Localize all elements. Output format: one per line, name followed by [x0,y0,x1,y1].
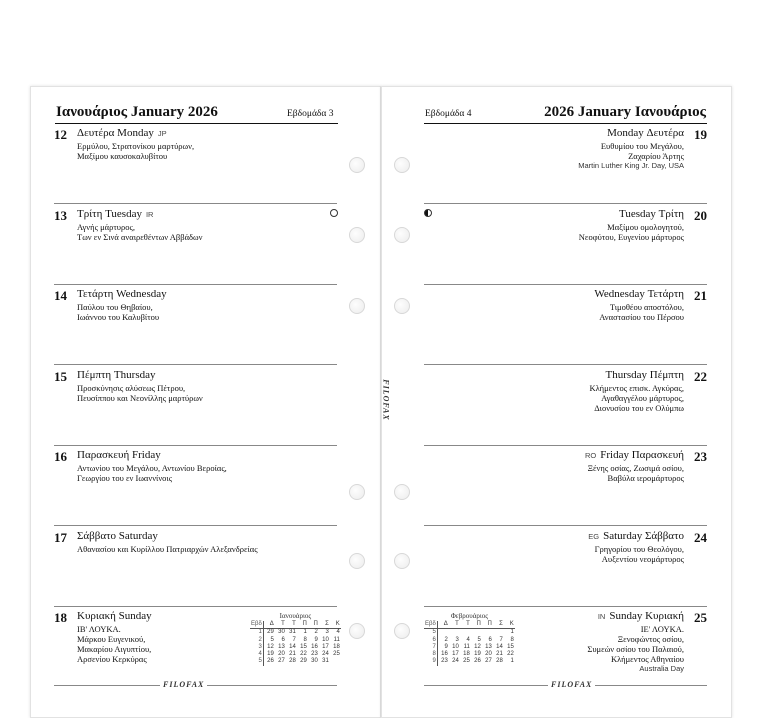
saint-line: Βαβύλα ιερομάρτυρος [607,473,684,483]
day-name [77,610,152,622]
mini-calendar-cell: 15 [300,643,307,650]
mini-calendar-cell: 3 [325,629,329,636]
mini-calendar-cell: 11 [463,643,470,650]
mini-calendar-cell: 3 [455,636,459,643]
day-name-text: Sunday Κυριακή [609,610,684,622]
mini-calendar-cell: 9 [424,658,437,665]
mini-calendar-cell: 6 [281,636,285,643]
saint-line: Αγαθαγγέλου μάρτυρος, [601,392,684,403]
saints-list [77,222,202,242]
saints-list [595,544,684,564]
mini-calendar-header [250,621,341,629]
day-number: 14 [54,288,67,303]
mini-calendar-cell [437,629,449,637]
saint-line: Μάρκου Ευγενικού, [77,634,146,644]
day-name-text: Monday Δευτέρα [607,127,684,139]
mini-calendar-cell: 28 [496,658,503,665]
day-name [77,288,167,300]
day-name-text: Τρίτη Tuesday [77,207,142,220]
mini-calendar-cell: 9 [444,643,448,650]
binder-hole [349,157,365,173]
mini-calendar-grid [250,621,341,666]
day-block-19 [424,124,707,204]
mini-calendar-cell: 18 [333,643,340,650]
mini-calendar-cell: 20 [278,651,285,658]
mini-calendar-weekday: Τ [460,621,471,629]
saints-list [578,141,684,171]
saint-line: ΙΕ' ΛΟΥΚΑ. [640,624,684,634]
day-name [77,208,157,220]
day-name [619,208,684,220]
day-name [607,127,684,139]
day-block-14 [54,285,337,365]
saint-line: Ιωάννου του Καλυβίτου [77,312,160,322]
mini-calendar-cell: 15 [507,643,514,650]
mini-calendar-cell: 14 [496,643,503,650]
day-name [77,127,171,139]
day-name-text: Παρασκευή Friday [77,449,161,461]
mini-calendar-cell: 31 [289,629,296,636]
day-block-22 [424,366,707,446]
mini-calendar-cell: 5 [477,636,481,643]
binder-hole [394,484,410,500]
mini-calendar-weekday: Σ [319,621,330,629]
mini-calendar-cell: 1 [510,629,514,636]
mini-calendar-cell: 10 [452,643,459,650]
saint-line: Νεοφύτου, Ευγενίου μάρτυρος [578,231,684,242]
mini-calendar-cell: 23 [441,658,448,665]
mini-calendar-cell: 6 [488,636,492,643]
saint-line: Κλήμεντος επισκ. Αγκύρας, [589,382,684,393]
mini-calendar-header [424,621,515,629]
day-number: 15 [54,368,67,384]
saint-line: Αυξεντίου νεομάρτυρος [601,553,684,564]
day-block-23 [424,446,707,526]
binder-hole [394,298,410,314]
half-moon-icon [424,209,432,217]
mini-calendar [424,612,515,666]
mini-calendar-cell: 27 [278,658,285,665]
saints-list [77,624,151,664]
mini-calendar-cell: 13 [278,643,285,650]
day-name [77,530,158,542]
saints-list [588,463,685,483]
mini-calendar-cell: 4 [466,636,470,643]
saints-list [77,302,159,322]
mini-calendar-row [250,651,341,658]
saint-line: Αναστασίου του Πέρσου [599,312,684,322]
day-number: 23 [694,449,707,464]
left-month-title: Ιανουάριος January 2026 [56,104,218,120]
mini-calendar-cell: 2 [314,629,318,636]
binder-hole [349,227,365,243]
mini-calendar-grid [424,621,515,666]
saint-line: Αθανασίου και Κυρίλλου Πατριαρχών Αλεξανδρείας [77,543,258,554]
binder-hole [349,553,365,569]
mini-calendar-cell: 11 [333,636,340,643]
country-code: IN [597,612,606,621]
mini-calendar-cell: 5 [270,636,274,643]
saint-line: Προσκύνησις αλύσεως Πέτρου, [77,382,186,393]
saint-line: Μαξίμου ομολογητού, [607,221,684,232]
day-number: 24 [694,529,707,545]
mini-calendar-cell: 14 [289,643,296,650]
saints-list [77,141,194,161]
mini-calendar-cell: 22 [507,651,514,658]
mini-calendar-cell: 5 [250,658,263,665]
day-number: 18 [54,610,67,625]
mini-calendar [250,612,341,666]
saints-list [599,302,684,322]
mini-calendar-cell: 7 [499,636,503,643]
mini-calendar-cell: 8 [424,651,437,658]
day-block-12 [54,124,337,204]
day-name-text: Κυριακή Sunday [77,610,152,622]
day-name-text: Πέμπτη Thursday [77,368,156,381]
mini-calendar-cell: 3 [250,644,263,651]
mini-calendar-cell: 18 [463,651,470,658]
day-number: 25 [694,610,707,625]
day-block-20 [424,205,707,285]
day-name-text: Saturday Σάββατο [603,529,684,542]
mini-calendar-weekday: Εβδ [251,621,262,627]
day-name [594,610,684,622]
mini-calendar-cell: 20 [485,651,492,658]
mini-calendar-weekday: Τ [449,621,460,629]
saint-line: Τιμοθέου αποστόλου, [609,302,684,312]
day-block-17 [54,527,337,607]
mini-calendar-weekday: Π [471,621,482,629]
day-number: 20 [694,207,707,223]
mini-calendar-cell: 1 [510,658,514,665]
mini-calendar-cell: 26 [267,658,274,665]
day-name [606,369,684,381]
holiday-note: Australia Day [639,664,684,673]
right-week-label: Εβδομάδα 4 [425,109,472,119]
mini-calendar-cell: 12 [474,643,481,650]
mini-calendar-cell: 8 [510,636,514,643]
mini-calendar-cell: 19 [474,651,481,658]
saint-line: ΙΒ' ΛΟΥΚΑ. [77,624,121,634]
mini-calendar-cell: 17 [452,651,459,658]
day-number: 19 [694,127,707,142]
mini-calendar-weekday: Π [297,621,308,629]
mini-calendar-cell: 1 [250,629,263,637]
country-code: EG [588,531,600,541]
day-name [77,449,161,461]
mini-calendar-cell: 22 [300,651,307,658]
mini-calendar-cell: 24 [322,651,329,658]
saint-line: Ζαχαρίου Άρτης [628,151,684,161]
mini-calendar-row [250,629,341,637]
mini-calendar-cell: 6 [424,637,437,644]
day-name [594,288,684,300]
day-name [584,530,684,542]
mini-calendar-cell: 17 [322,643,329,650]
mini-calendar-cell [471,629,482,637]
mini-calendar-row [424,651,515,658]
right-month-title: 2026 January Ιανουάριος [544,104,706,120]
mini-calendar-cell: 30 [278,629,285,636]
saint-line: Μαξίμου καυσοκαλυβίτου [77,151,168,161]
mini-calendar-cell: 4 [336,629,340,636]
mini-calendar-row [250,658,341,665]
brand-logo: FILOFAX [160,680,207,689]
mini-calendar-cell: 28 [289,658,296,665]
mini-calendar-cell: 23 [311,651,318,658]
mini-calendar-cell: 7 [292,636,296,643]
saint-line: Συμεών οσίου του Παλαιού, [587,644,684,654]
binder-hole [349,484,365,500]
mini-calendar-cell: 21 [289,651,296,658]
country-code: RO [585,451,597,460]
saint-line: Γρηγορίου του Θεολόγου, [594,543,684,554]
saints-list [77,463,227,483]
binder-hole [394,553,410,569]
country-code: JP [157,129,167,138]
mini-calendar-cell: 24 [452,658,459,665]
mini-calendar-row [250,637,341,644]
mini-calendar-cell [449,629,460,637]
mini-calendar-cell: 25 [333,651,340,658]
day-number: 22 [694,368,707,384]
mini-calendar-title: Φεβρουάριος [450,612,489,620]
mini-calendar-cell [493,629,504,637]
mini-calendar-cell: 26 [474,658,481,665]
day-name [77,369,155,381]
binder-hole [394,227,410,243]
saint-line: Αντωνίου του Μεγάλου, Αντωνίου Βεροίας, [77,463,227,473]
mini-calendar-cell: 9 [314,636,318,643]
saint-line: Παύλου του Θηβαίου, [77,302,153,312]
saints-list [587,624,684,674]
mini-calendar-cell [482,629,493,637]
mini-calendar-cell: 2 [250,637,263,644]
holiday-note: Martin Luther King Jr. Day, USA [578,161,684,170]
mini-calendar-cell: 2 [444,636,448,643]
mini-calendar-cell: 27 [485,658,492,665]
mini-calendar-weekday: Κ [330,621,341,629]
day-block-15 [54,366,337,446]
mini-calendar-cell: 31 [322,658,329,665]
day-name [581,449,684,461]
mini-calendar-row [250,644,341,651]
day-number: 13 [54,207,67,223]
day-number: 12 [54,127,67,142]
mini-calendar-weekday: Τ [286,621,297,629]
mini-calendar-cell: 25 [463,658,470,665]
mini-calendar-cell: 29 [267,629,274,636]
mini-calendar-title: Ιανουάριος [279,612,312,620]
mini-calendar-weekday: Σ [493,621,504,629]
saint-line: Ξενοφώντος οσίου, [617,634,684,644]
mini-calendar-weekday: Π [308,621,319,629]
mini-calendar-cell: 12 [267,643,274,650]
saint-line: Ξένης οσίας, Ζωσιμά οσίου, [587,463,684,473]
binder-hole [349,298,365,314]
mini-calendar-cell [460,629,471,637]
saints-list [579,222,684,242]
mini-calendar-weekday: Δ [263,621,275,629]
mini-calendar-row [424,644,515,651]
full-moon-icon [330,209,338,217]
mini-calendar-cell: 21 [496,651,503,658]
day-number: 21 [694,288,707,303]
saints-list [77,544,258,554]
mini-calendar-cell [330,658,341,665]
mini-calendar-cell: 16 [441,651,448,658]
saint-line: Διονυσίου του εν Ολύμπω [594,402,684,413]
day-block-24 [424,527,707,607]
mini-calendar-row [424,629,515,637]
saint-line: Πευσίππου και Νεονίλλης μαρτύρων [77,392,203,403]
day-name-text: Friday Παρασκευή [600,449,684,461]
mini-calendar-cell: 4 [250,651,263,658]
mini-calendar-cell: 7 [424,644,437,651]
saints-list [589,383,684,413]
spine-brand-logo: FILOFAX [381,379,391,421]
day-block-21 [424,285,707,365]
mini-calendar-row [424,637,515,644]
mini-calendar-weekday: Εβδ [425,621,436,627]
mini-calendar-cell: 5 [424,629,437,637]
day-name-text: Τετάρτη Wednesday [77,288,167,300]
mini-calendar-cell: 29 [300,658,307,665]
saint-line: Ευθυμίου του Μεγάλου, [600,141,684,151]
day-block-13 [54,205,337,285]
day-number: 17 [54,529,67,545]
saint-line: Αγνής μάρτυρος, [77,221,135,232]
day-name-text: Thursday Πέμπτη [605,368,684,381]
mini-calendar-cell: 1 [303,629,307,636]
brand-logo: FILOFAX [548,680,595,689]
saint-line: Μακαρίου Αιγυπτίου, [77,644,152,654]
mini-calendar-cell: 13 [485,643,492,650]
day-name-text: Wednesday Τετάρτη [594,288,684,300]
mini-calendar-cell: 10 [322,636,329,643]
day-block-16 [54,446,337,526]
mini-calendar-weekday: Τ [275,621,286,629]
saint-line: Ερμύλου, Στρατονίκου μαρτύρων, [77,141,195,151]
saint-line: Γεωργίου του εν Ιωαννίνοις [77,473,173,483]
mini-calendar-cell: 30 [311,658,318,665]
mini-calendar-cell: 8 [303,636,307,643]
saint-line: Κλήμεντος Αθηναίου [611,654,684,664]
saints-list [77,383,203,403]
mini-calendar-cell: 19 [267,651,274,658]
country-code: IR [145,209,154,219]
mini-calendar-weekday: Κ [504,621,515,629]
binder-hole [394,157,410,173]
binder-hole [349,623,365,639]
day-name-text: Tuesday Τρίτη [619,207,684,220]
day-name-text: Δευτέρα Monday [77,127,154,139]
saint-line: Αρσενίου Κερκύρας [77,654,147,664]
day-name-text: Σάββατο Saturday [77,529,158,542]
binder-hole [394,623,410,639]
mini-calendar-weekday: Δ [437,621,449,629]
mini-calendar-row [424,658,515,665]
saint-line: Των εν Σινά αναιρεθέντων Αββάδων [77,231,203,242]
mini-calendar-weekday: Π [482,621,493,629]
day-number: 16 [54,449,67,464]
left-week-label: Εβδομάδα 3 [287,109,334,119]
mini-calendar-cell: 16 [311,643,318,650]
